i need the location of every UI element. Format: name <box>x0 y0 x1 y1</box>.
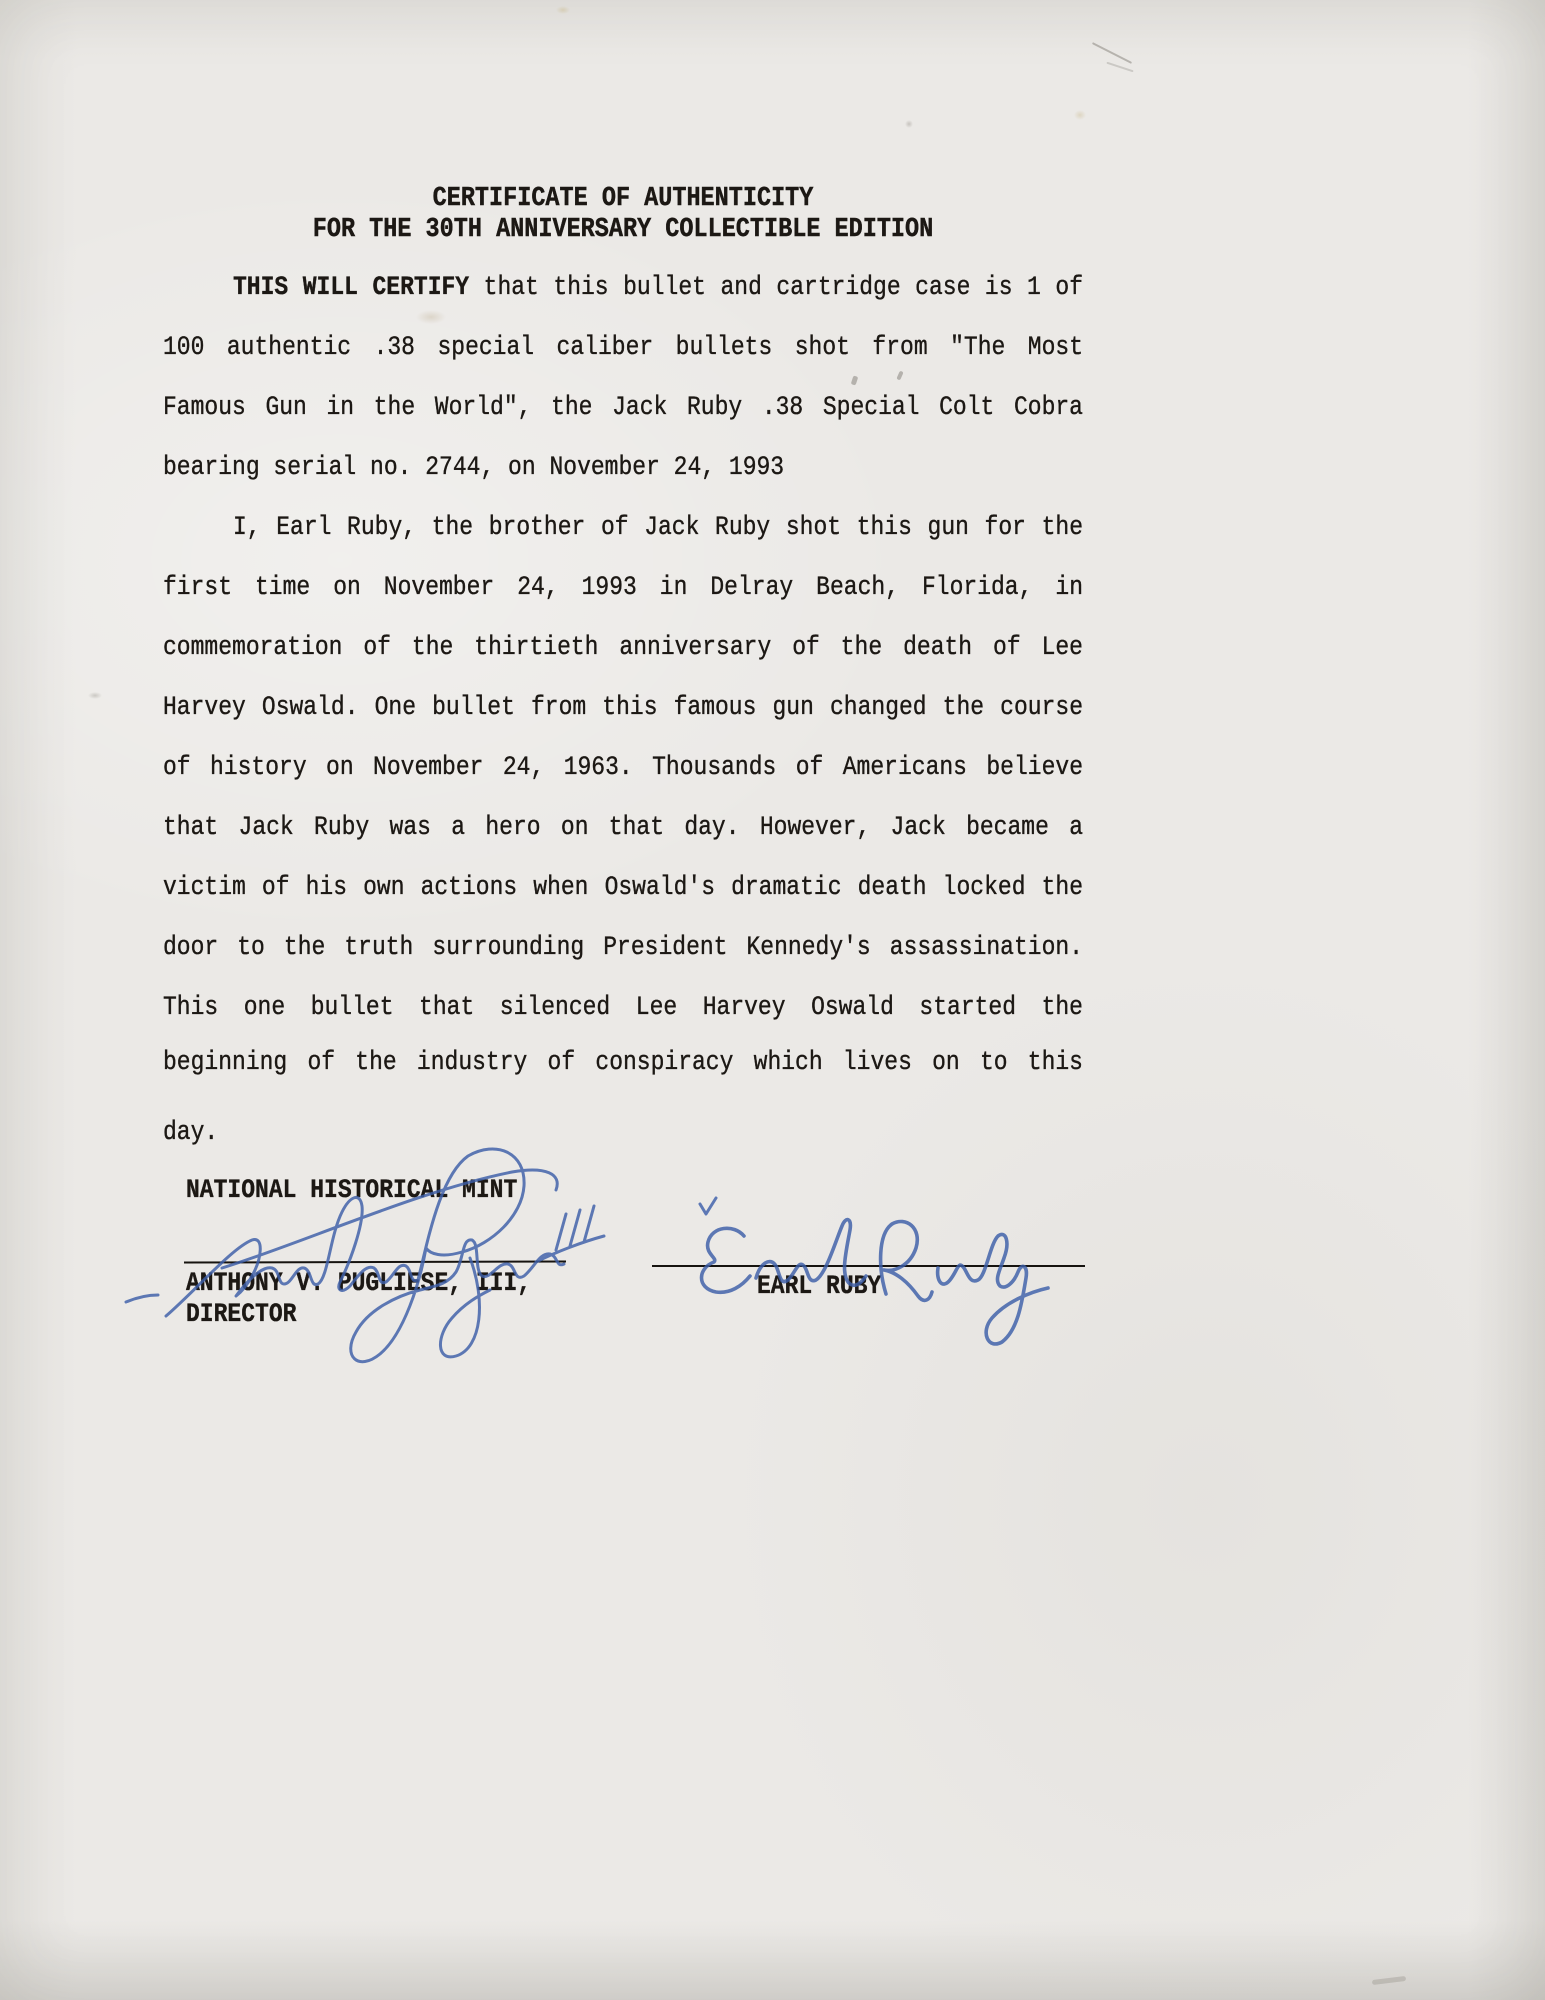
body-line-10: that Jack Ruby was a hero on that day. However, Jack became a <box>163 811 1083 843</box>
body-line-14: beginning of the industry of conspiracy which lives on to this day. <box>163 1047 1083 1147</box>
paper-stain <box>416 310 446 324</box>
paper-scratch <box>1372 1976 1406 1985</box>
right-signature-line <box>652 1265 1085 1267</box>
document-title <box>163 183 1083 245</box>
body-line-11: victim of his own actions when Oswald's dramatic death locked the <box>163 871 1083 903</box>
certify-lead-bold: THIS WILL CERTIFY <box>233 271 470 303</box>
pugliese-signature-accent-mark <box>700 1198 716 1214</box>
body-line-4: bearing serial no. 2744, on November 24, 1993 <box>163 451 785 483</box>
ruby-signature-R <box>881 1221 932 1300</box>
body-line-8: Harvey Oswald. One bullet from this famous gun changed the course <box>163 691 1083 723</box>
body-line-5: I, Earl Ruby, the brother of Jack Ruby shot this gun for the <box>233 511 1083 543</box>
organization-name: NATIONAL HISTORICAL MINT <box>186 1174 518 1206</box>
title-line-2: FOR THE 30TH ANNIVERSARY COLLECTIBLE EDITION <box>312 213 934 246</box>
ruby-signature-uby <box>938 1234 1048 1344</box>
certify-lead-rest: that this bullet and cartridge case is 1 of <box>469 271 1083 303</box>
body-line-12: door to the truth surrounding President Kennedy's assassination. <box>163 931 1083 963</box>
pugliese-signature-III <box>536 1206 604 1262</box>
body-line-9: of history on November 24, 1963. Thousands of Americans believe <box>163 751 1083 783</box>
body-line-2: 100 authentic .38 special caliber bullets shot from "The Most <box>163 331 1083 363</box>
paper-scratch <box>1092 42 1132 64</box>
paper-stain <box>905 120 913 128</box>
left-signature-line <box>184 1261 566 1264</box>
body-line-13: This one bullet that silenced Lee Harvey Oswald started the <box>163 991 1083 1023</box>
right-signatory-name: EARL RUBY <box>757 1270 882 1302</box>
body-line-3: Famous Gun in the World", the Jack Ruby .38 Special Colt Cobra <box>163 391 1083 423</box>
left-signatory-title: DIRECTOR <box>186 1298 297 1330</box>
body-line-6: first time on November 24, 1993 in Delray Beach, Florida, in <box>163 571 1083 603</box>
body-text <box>163 257 1083 1157</box>
ruby-signature-E <box>702 1228 751 1292</box>
title-line-1: CERTIFICATE OF AUTHENTICITY <box>432 182 814 215</box>
paper-stain <box>556 6 570 14</box>
left-signatory-name: ANTHONY V. PUGLIESE, III, <box>186 1267 532 1299</box>
body-line-7: commemoration of the thirtieth anniversary of the death of Lee <box>163 631 1083 663</box>
paper-stain <box>1074 110 1086 120</box>
paper-speck <box>88 692 102 699</box>
